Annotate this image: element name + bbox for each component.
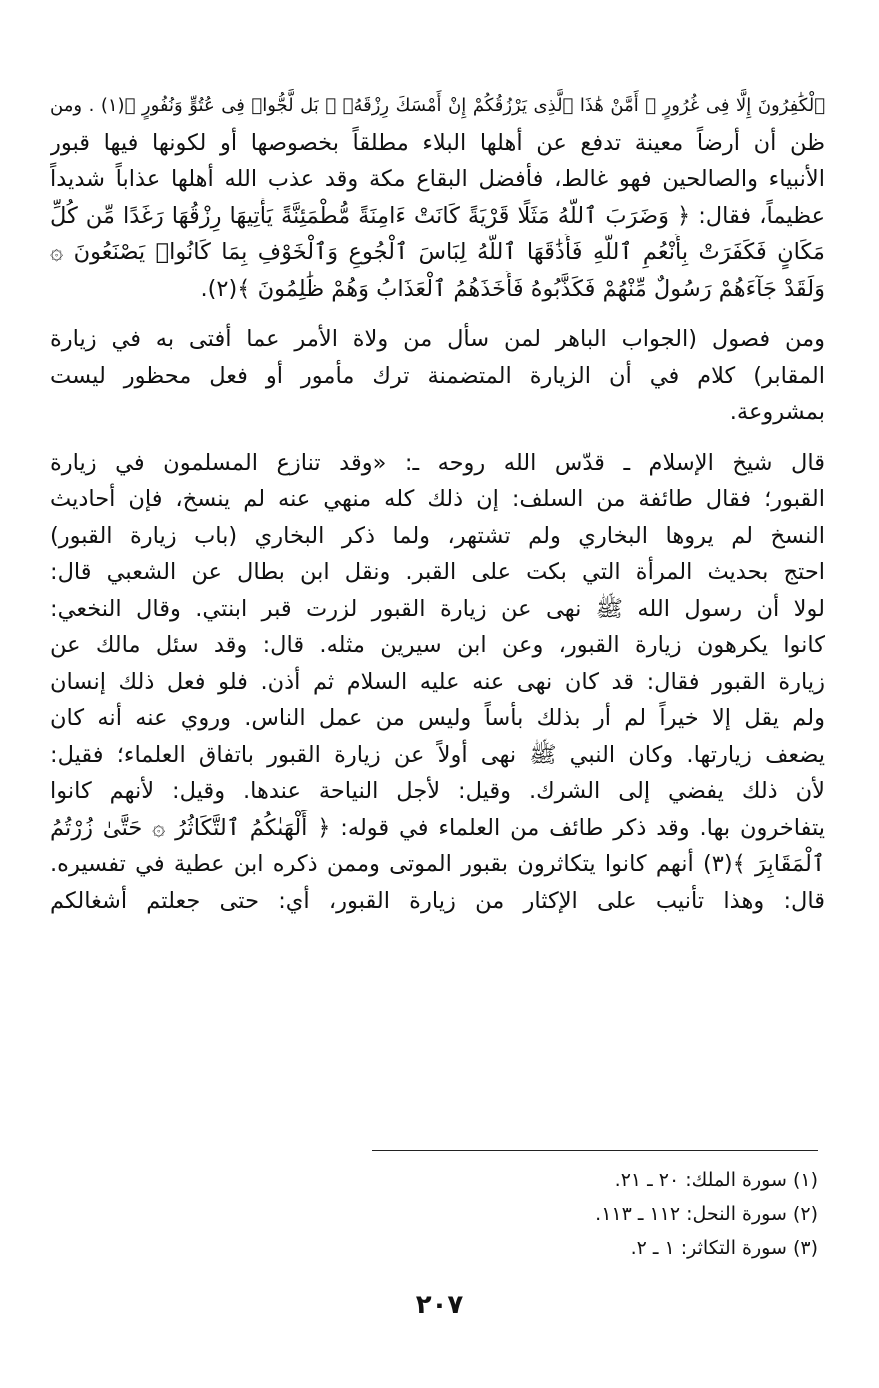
text-line: يضعف زيارتها. وكان النبي ﷺ نهى أولاً عن زيارة القبور باتفاق العلماء؛ فقيل: (50, 741, 825, 768)
footnotes (300, 1163, 818, 1265)
text-line: يتفاخرون بها. وقد ذكر طائف من العلماء في قوله: ﴿ أَلْهَىٰكُمُ ٱلتَّكَاثُرُ ۞ حَتَّىٰ زُرْتُمُ (50, 814, 825, 841)
text-line: ٱلْكَٰفِرُونَ إِلَّا فِى غُرُورٍ ۞ أَمَّنْ هَٰذَا ٱلَّذِى يَرْزُقُكُمْ إِنْ أَمْسَكَ رِزْقَهُۥ ۚ بَل لَّجُّوا۟ فِى عُتُوٍّ وَنُفُورٍ ﴾(١) . ومن (50, 95, 825, 116)
text-line: الأنبياء والصالحين فهو غالط، فأفضل البقاع مكة وقد عذب الله أهلها عذاباً شديداً (50, 166, 825, 192)
text-line: ومن فصول (الجواب الباهر لمن سأل من ولاة الأمر عما أفتى به في زيارة (50, 326, 825, 352)
text-line: مَكَانٍ فَكَفَرَتْ بِأَنْعُمِ ٱللَّهِ فَأَذَٰقَهَا ٱللَّهُ لِبَاسَ ٱلْجُوعِ وَٱلْخَوْفِ بِمَا كَانُوا۟ يَصْنَعُونَ ۞ (50, 239, 825, 265)
text-line: لولا أن رسول الله ﷺ نهى عن زيارة القبور لزرت قبر ابنتي. وقال النخعي: (50, 595, 825, 622)
text-line: القبور؛ فقال طائفة من السلف: إن ذلك كله منهي عنه لم ينسخ، فإن أحاديث (50, 486, 825, 512)
text-line: احتج بحديث المرأة التي بكت على القبر. ونقل ابن بطال عن الشعبي قال: (50, 559, 825, 585)
text-line: المقابر) كلام في أن الزيارة المتضمنة ترك مأمور أو فعل محظور ليست (50, 362, 825, 389)
text-line: بمشروعة. (729, 399, 825, 425)
text-line: ولم يقل إلا خيراً لم أر بذلك بأساً وليس من عمل الناس. وروي عنه أنه كان (50, 705, 825, 731)
page-number: ٢٠٧ (415, 1290, 464, 1320)
footnote-separator (372, 1150, 818, 1151)
footnote: (١) سورة الملك: ٢٠ ـ ٢١. (614, 1169, 818, 1191)
text-line: ظن أن أرضاً معينة تدفع عن أهلها البلاء مطلقاً بخصوصها أو لكونها فيها قبور (50, 129, 825, 156)
footnote: (٣) سورة التكاثر: ١ ـ ٢. (630, 1237, 818, 1259)
text-line: قال: وهذا تأنيب على الإكثار من زيارة القبور، أي: حتى جعلتم أشغالكم (50, 887, 825, 914)
text-line: ٱلْمَقَابِرَ ﴾(٣) أنهم كانوا يتكاثرون بقبور الموتى وممن ذكره ابن عطية في تفسيره. (50, 851, 825, 877)
text-line: لأن ذلك يفضي إلى الشرك. وقيل: لأجل النياحة عندها. وقيل: لأنهم كانوا (50, 778, 825, 804)
text-line: النسخ لم يروها البخاري ولم تشتهر، ولما ذكر البخاري (باب زيارة القبور) (50, 522, 825, 549)
main-text (50, 88, 825, 919)
footnote: (٢) سورة النحل: ١١٢ ـ ١١٣. (595, 1203, 818, 1225)
text-line: زيارة القبور فقال: قد كان نهى عنه عليه السلام ثم أذن. فلو فعل ذلك إنسان (50, 668, 825, 695)
text-line: وَلَقَدْ جَآءَهُمْ رَسُولٌ مِّنْهُمْ فَكَذَّبُوهُ فَأَخَذَهُمُ ٱلْعَذَابُ وَهُمْ ظَٰلِمُونَ ﴾(٢). (200, 275, 825, 302)
text-line: عظيماً، فقال: ﴿ وَضَرَبَ ٱللَّهُ مَثَلًا قَرْيَةً كَانَتْ ءَامِنَةً مُّطْمَئِنَّةً يَأْتِيهَا رِزْقُهَا رَغَدًا مِّن كُلِّ (50, 202, 825, 229)
text-line: كانوا يكرهون زيارة القبور، وعن ابن سيرين مثله. قال: وقد سئل مالك عن (50, 632, 825, 658)
text-line: قال شيخ الإسلام ـ قدّس الله روحه ـ: «وقد تنازع المسلمون في زيارة (50, 449, 825, 476)
